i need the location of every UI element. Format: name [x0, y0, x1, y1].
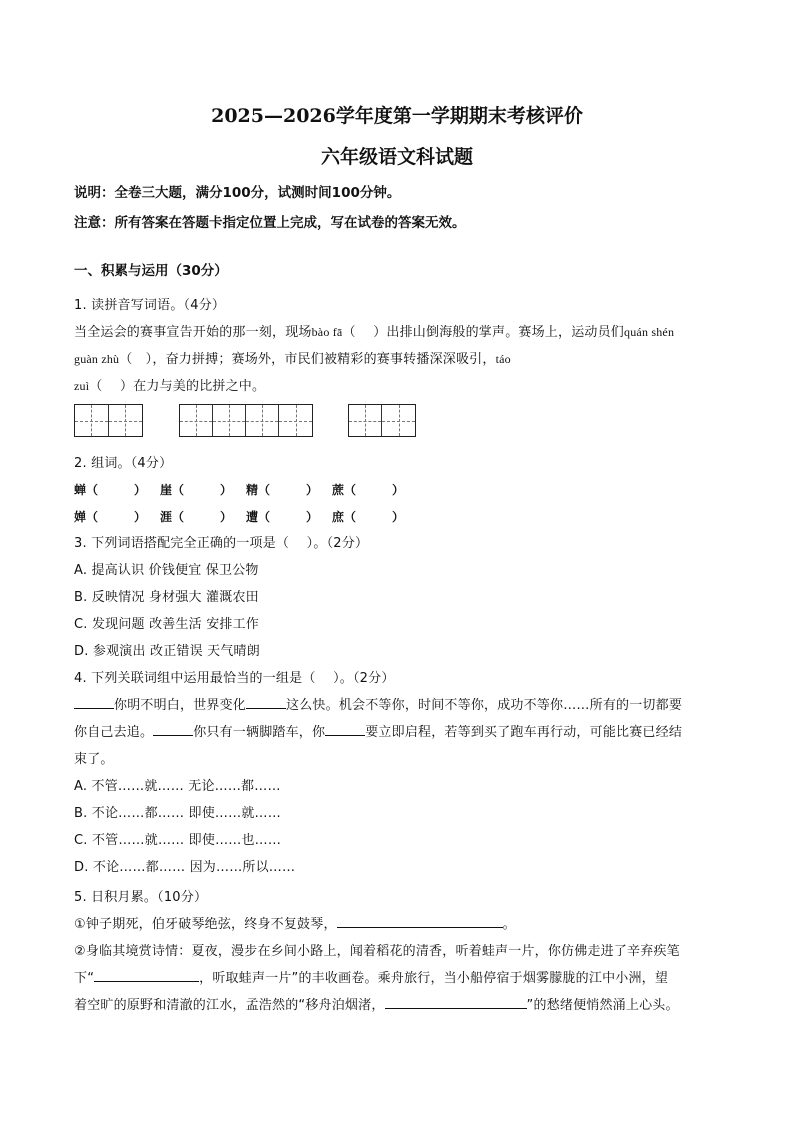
exam-subtitle: 六年级语文科试题	[320, 146, 473, 168]
q1-text: （ ）出排山倒海般的掌声。赛场上，运动员们	[342, 325, 625, 340]
word-item[interactable]: 蔗（ ）	[332, 483, 405, 497]
question-5-item-1	[74, 913, 516, 932]
question-3-option-a[interactable]: A. 提高认识 价钱便宜 保卫公物	[74, 563, 259, 578]
q1-text: （ ）在力与美的比拼之中。	[89, 379, 266, 394]
question-3-option-b[interactable]: B. 反映情况 身材强大 灌溉农田	[74, 590, 259, 605]
word-item[interactable]: 庶（ ）	[332, 510, 405, 524]
writing-grid-baofa[interactable]	[74, 404, 143, 437]
word-group-row-1	[74, 481, 418, 498]
question-5-item-2-line-3	[74, 994, 679, 1013]
word-item[interactable]: 遭（ ）	[246, 510, 319, 524]
answer-blank[interactable]	[246, 696, 286, 709]
q4-text: 你自己去追。	[74, 725, 154, 740]
q5-text: 。	[502, 917, 516, 932]
word-item[interactable]: 精（ ）	[246, 483, 319, 497]
pinyin-zui: zuì	[74, 379, 90, 393]
writing-grid-taozui[interactable]	[348, 404, 416, 437]
pinyin-tao: táo	[495, 352, 511, 366]
word-item[interactable]: 蝉（ ）	[74, 483, 147, 497]
question-3-option-c[interactable]: C. 发现问题 改善生活 安排工作	[74, 617, 260, 632]
question-2-title: 2. 组词。（4分）	[74, 456, 173, 471]
question-4-title: 4. 下列关联词组中运用最恰当的一组是（ ）。（2分）	[74, 671, 395, 686]
q1-text: 当全运会的赛事宣告开始的那一刻，现场	[74, 325, 312, 340]
question-1-line-3	[74, 375, 265, 394]
q4-text: 这么快。机会不等你，时间不等你，成功不等你……所有的一切都要	[286, 698, 683, 713]
question-4-line-2	[74, 721, 682, 740]
q5-text: 着空旷的原野和清澈的江水，孟浩然的“移舟泊烟渚，	[74, 998, 385, 1013]
q5-text: ”的愁绪便悄然涌上心头。	[526, 998, 679, 1013]
q1-text: （ ），奋力拼搏；赛场外，市民们被精彩的赛事转播深深吸引，	[119, 352, 496, 367]
question-4-option-b[interactable]: B. 不论……都…… 即使……就……	[74, 806, 281, 821]
question-4-option-a[interactable]: A. 不管……就…… 无论……都……	[74, 779, 281, 794]
q5-text: ，听取蛙声一片”的丰收画卷。乘舟旅行，当小船停宿于烟雾朦胧的江中小洲，望	[199, 971, 669, 986]
exam-note-attention: 注意：所有答案在答题卡指定位置上完成，写在试卷的答案无效。	[74, 215, 466, 231]
answer-blank[interactable]	[153, 723, 193, 736]
question-5-item-2-line-2	[74, 967, 668, 986]
section-heading: 一、积累与运用（30分）	[74, 263, 228, 279]
q5-text: ①钟子期死，伯牙破琴绝弦，终身不复鼓琴，	[74, 917, 337, 932]
q4-text: 你只有一辆脚踏车，你	[193, 725, 326, 740]
word-item[interactable]: 崖（ ）	[160, 483, 233, 497]
answer-blank[interactable]	[94, 969, 199, 982]
answer-blank[interactable]	[385, 996, 527, 1009]
question-4-option-c[interactable]: C. 不管……就…… 即使……也……	[74, 833, 282, 848]
word-item[interactable]: 涯（ ）	[160, 510, 233, 524]
question-1-title: 1. 读拼音写词语。（4分）	[74, 298, 226, 313]
q5-text: 下“	[74, 971, 95, 986]
question-3-option-d[interactable]: D. 参观演出 改正错误 天气晴朗	[74, 644, 260, 659]
question-5-title: 5. 日积月累。（10分）	[74, 890, 208, 905]
q4-text: 要立即启程，若等到买了跑车再行动，可能比赛已经结	[365, 725, 683, 740]
answer-blank[interactable]	[74, 696, 114, 709]
word-group-row-2	[74, 508, 418, 525]
question-1-line-1	[74, 321, 674, 340]
answer-blank[interactable]	[337, 915, 503, 928]
question-4-option-d[interactable]: D. 不论……都…… 因为……所以……	[74, 860, 296, 875]
word-item[interactable]: 婵（ ）	[74, 510, 147, 524]
question-4-line-1	[74, 694, 682, 713]
pinyin-baofa: bào fā	[311, 325, 343, 339]
question-4-line-3: 束了。	[74, 752, 114, 767]
exam-note-description: 说明：全卷三大题，满分100分，试测时间100分钟。	[74, 185, 401, 201]
question-5-item-2-line-1: ②身临其境赏诗情：夏夜，漫步在乡间小路上，闻着稻花的清香，听着蛙声一片，你仿佛走进了辛弃疾笔	[74, 944, 680, 959]
question-1-line-2	[74, 348, 511, 367]
pinyin-guanzhu: guàn zhù	[74, 352, 120, 366]
question-3-title: 3. 下列词语搭配完全正确的一项是（ ）。（2分）	[74, 536, 369, 551]
writing-grid-quanshenguanzhu[interactable]	[179, 404, 313, 437]
answer-blank[interactable]	[325, 723, 365, 736]
q4-text: 你明不明白，世界变化	[114, 698, 247, 713]
pinyin-quanshen: quán shén	[624, 325, 675, 339]
exam-title: 2025—2026学年度第一学期期末考核评价	[211, 105, 583, 127]
